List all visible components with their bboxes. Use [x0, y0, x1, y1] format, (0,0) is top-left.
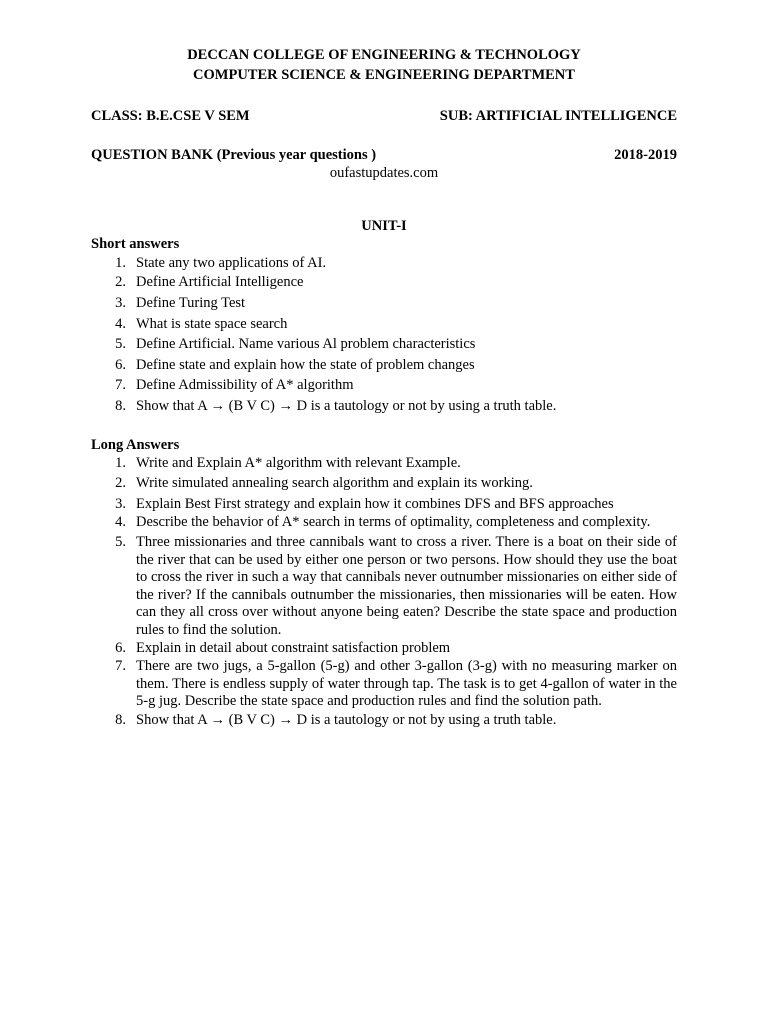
question-text: Define state and explain how the state of problem changes [136, 357, 475, 373]
class-label: CLASS: B.E.CSE V SEM [91, 108, 250, 124]
question-text: Show that A → (B V C) → D is a tautology or not by using a truth table. [136, 712, 557, 728]
question-text: Three missionaries and three cannibals want to cross a river. There is a boat on their side of the river that can be used by either one person or two persons. How should they use the boat to cross the river in such a way that cannibals never outnumber missionaries on either side of the river? If the cannibals outnumber the missionaries, then missionaries will be eaten. How can they all cross over without anyone being eaten? Describe the state space and production rules to find the solution. [136, 534, 677, 638]
college-title: DECCAN COLLEGE OF ENGINEERING & TECHNOLOGY [187, 47, 581, 63]
question-text: State any two applications of AI. [136, 255, 327, 271]
question-number: 3. [115, 295, 126, 311]
question-number: 7. [115, 658, 126, 674]
question-number: 3. [115, 496, 126, 512]
question-number: 8. [115, 712, 126, 728]
question-number: 6. [115, 640, 126, 656]
unit-title: UNIT-I [361, 218, 407, 234]
long-answers-heading: Long Answers [91, 437, 180, 453]
website-text: oufastupdates.com [329, 165, 439, 181]
question-text: Show that A → (B V C) → D is a tautology or not by using a truth table. [136, 398, 557, 414]
question-text: Describe the behavior of A* search in terms of optimality, completeness and complexity. [136, 514, 651, 530]
question-text: Explain Best First strategy and explain how it combines DFS and BFS approaches [136, 496, 614, 512]
question-number: 1. [115, 455, 126, 471]
question-number: 8. [115, 398, 126, 414]
question-number: 1. [115, 255, 126, 271]
department-title: COMPUTER SCIENCE & ENGINEERING DEPARTMENT [193, 67, 575, 83]
question-number: 4. [115, 316, 126, 332]
question-text: What is state space search [136, 316, 288, 332]
question-bank-label: QUESTION BANK (Previous year questions ) [91, 147, 377, 163]
subject-label: SUB: ARTIFICIAL INTELLIGENCE [439, 108, 677, 124]
question-text: Define Admissibility of A* algorithm [136, 377, 354, 393]
question-text: Define Artificial Intelligence [136, 274, 304, 290]
question-number: 7. [115, 377, 126, 393]
question-number: 5. [115, 336, 126, 352]
question-text: Explain in detail about constraint satisfaction problem [136, 640, 451, 656]
question-text: Write and Explain A* algorithm with relevant Example. [136, 455, 461, 471]
question-number: 4. [115, 514, 126, 530]
question-text: There are two jugs, a 5-gallon (5-g) and other 3-gallon (3-g) with no measuring marker on them. There is endless supply of water through tap. The task is to get 4-gallon of water in the 5-g jug. Describe the state space and production rules and find the solution path. [136, 658, 677, 710]
question-text: Define Turing Test [136, 295, 246, 311]
question-number: 5. [115, 534, 126, 550]
short-answers-heading: Short answers [91, 236, 180, 252]
question-text: Define Artificial. Name various Al problem characteristics [136, 336, 476, 352]
question-number: 2. [115, 274, 126, 290]
question-number: 2. [115, 475, 126, 491]
question-text: Write simulated annealing search algorithm and explain its working. [136, 475, 533, 491]
question-number: 6. [115, 357, 126, 373]
academic-year: 2018-2019 [614, 147, 677, 163]
